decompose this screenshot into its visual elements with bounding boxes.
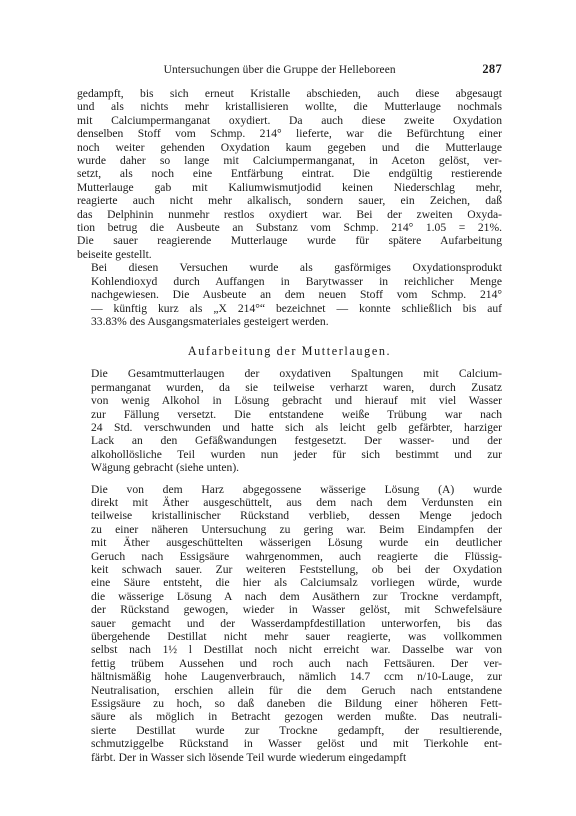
text-line: wurde daher so lange mit Calciumpermanganat, in Aceton gelöst, ver- [77, 154, 502, 168]
text-line: — künftig kurz als „X 214°“ bezeichnet — konnte schließlich bis auf [91, 301, 502, 315]
text-line: permanganat wurden, da sie teilweise verharzt waren, durch Zusatz [91, 380, 502, 394]
text-line: beiseite gestellt. [77, 247, 152, 261]
text-line: Essigsäure zu hoch, so daß daneben die Bildung einer höheren Fett- [91, 697, 502, 711]
text-line: Kohlendioxyd durch Auffangen in Barytwasser in reichlicher Menge [91, 274, 502, 288]
text-line: noch weiter gehenden Oxydation kaum gegeben und die Mutterlauge [77, 140, 502, 154]
text-line: selbst nach 1½ l Destillat noch nicht erreicht war. Dasselbe war von [91, 643, 502, 657]
text-line: tion betrug die Ausbeute an Substanz vom Schmp. 214° 1.05 = 21%. [77, 221, 502, 235]
text-line: Mutterlauge gab mit Kaliumwismutjodid keinen Niederschlag mehr, [77, 180, 502, 194]
text-line: denselben Stoff vom Schmp. 214° lieferte, war die Befürchtung einer [77, 127, 502, 141]
text-line: 24 Std. verschwunden und hatte sich als leicht gelb gefärbter, harziger [91, 420, 502, 434]
running-title: Untersuchungen über die Gruppe der Helleboreen [163, 64, 396, 76]
paragraph-continued [77, 87, 502, 261]
text-line: alkohollösliche Teil wurden nun jeder für sich bestimmt und zur [91, 447, 502, 461]
paragraph-oxidation-product [77, 261, 502, 328]
text-line: eine Säure entsteht, die hier als Calciumsalz vorliegen würde, wurde [91, 576, 502, 590]
text-line: sierte Destillat wurde zur Trockne gedampft, der resultierende, [91, 723, 502, 737]
text-line: säure als möglich in Betracht gezogen werden mußte. Das neutrali- [91, 710, 502, 724]
document-page [77, 62, 502, 764]
text-line: nachgewiesen. Die Ausbeute an dem neuen Stoff vom Schmp. 214° [91, 288, 502, 302]
text-line: von wenig Alkohol in Lösung gebracht und hierauf mit viel Wasser [91, 394, 502, 408]
text-line: mit Calciumpermanganat oxydiert. Da auch diese zweite Oxydation [77, 113, 502, 127]
text-line: hältnismäßig hohe Laugenverbrauch, nämlich 14.7 ccm n/10-Lauge, zur [91, 670, 502, 684]
text-line: Die von dem Harz abgegossene wässerige Lösung (A) wurde [91, 482, 502, 496]
text-line: Lack an den Gefäßwandungen festgesetzt. Der wasser- und der [91, 434, 502, 448]
text-line: reagierte auch nicht mehr alkalisch, sondern sauer, ein Zeichen, daß [77, 194, 502, 208]
text-line: gedampft, bis sich erneut Kristalle abschieden, auch diese abgesaugt [77, 87, 502, 100]
text-line: der Rückstand gewogen, wieder in Wasser gelöst, mit Schwefelsäure [91, 603, 502, 617]
text-line: sauer gemacht und der Wasserdampfdestillation unterworfen, bis das [91, 616, 502, 630]
paragraph-aqueous-solution [77, 483, 502, 765]
text-line: 33.83% des Ausgangsmateriales gesteigert werden. [91, 314, 329, 328]
running-header [77, 62, 502, 77]
text-line: setzt, als noch eine Entfärbung eintrat. Die endgültig restierende [77, 167, 502, 181]
text-line: die wässerige Lösung A nach dem Ausäthern zur Trockne verdampft, [91, 589, 502, 603]
text-line: färbt. Der in Wasser sich lösende Teil wurde wiederum eingedampft [91, 750, 407, 764]
text-line: keit schwach sauer. Zur weiteren Feststellung, ob bei der Oxydation [91, 563, 502, 576]
section-heading: Aufarbeitung der Mutterlaugen. [187, 344, 392, 359]
text-line: Die sauer reagierende Mutterlauge wurde für spätere Aufarbeitung [77, 234, 502, 248]
text-line: übergehende Destillat nicht mehr sauer reagierte, was vollkommen [91, 630, 502, 644]
text-line: Neutralisation, erschien allein für die dem Geruch nach entstandene [91, 683, 502, 697]
page-number: 287 [482, 62, 502, 76]
text-line: Wägung gebracht (siehe unten). [91, 461, 240, 475]
text-line: Bei diesen Versuchen wurde als gasförmiges Oxydationsprodukt [91, 261, 502, 275]
text-line: und als nichts mehr kristallisieren wollte, die Mutterlauge nochmals [77, 100, 502, 114]
text-line: fettig trübem Aussehen und roch auch nach Fettsäuren. Der ver- [91, 656, 502, 670]
text-line: Geruch nach Essigsäure wahrgenommen, auch reagierte die Flüssig- [91, 549, 502, 563]
text-line: mit Äther ausgeschüttelten wässerigen Lösung wurde ein deutlicher [91, 536, 502, 550]
text-line: zu einer näheren Untersuchung zu gering war. Beim Eindampfen der [91, 522, 502, 536]
paragraph-mother-liquors [77, 367, 502, 474]
text-line: schmutziggelbe Rückstand in Wasser gelöst und mit Tierkohle ent- [91, 737, 502, 751]
text-line: zur Fällung versetzt. Die entstandene weiße Trübung war nach [91, 407, 502, 421]
text-line: direkt mit Äther ausgeschüttelt, aus dem nach dem Verdunsten ein [91, 495, 502, 509]
text-line: Die Gesamtmutterlaugen der oxydativen Spaltungen mit Calcium- [91, 367, 502, 381]
text-line: teilweise kristallinischer Rückstand verblieb, dessen Menge jedoch [91, 509, 502, 523]
text-line: das Delphinin nunmehr restlos oxydiert war. Bei der zweiten Oxyda- [77, 207, 502, 221]
